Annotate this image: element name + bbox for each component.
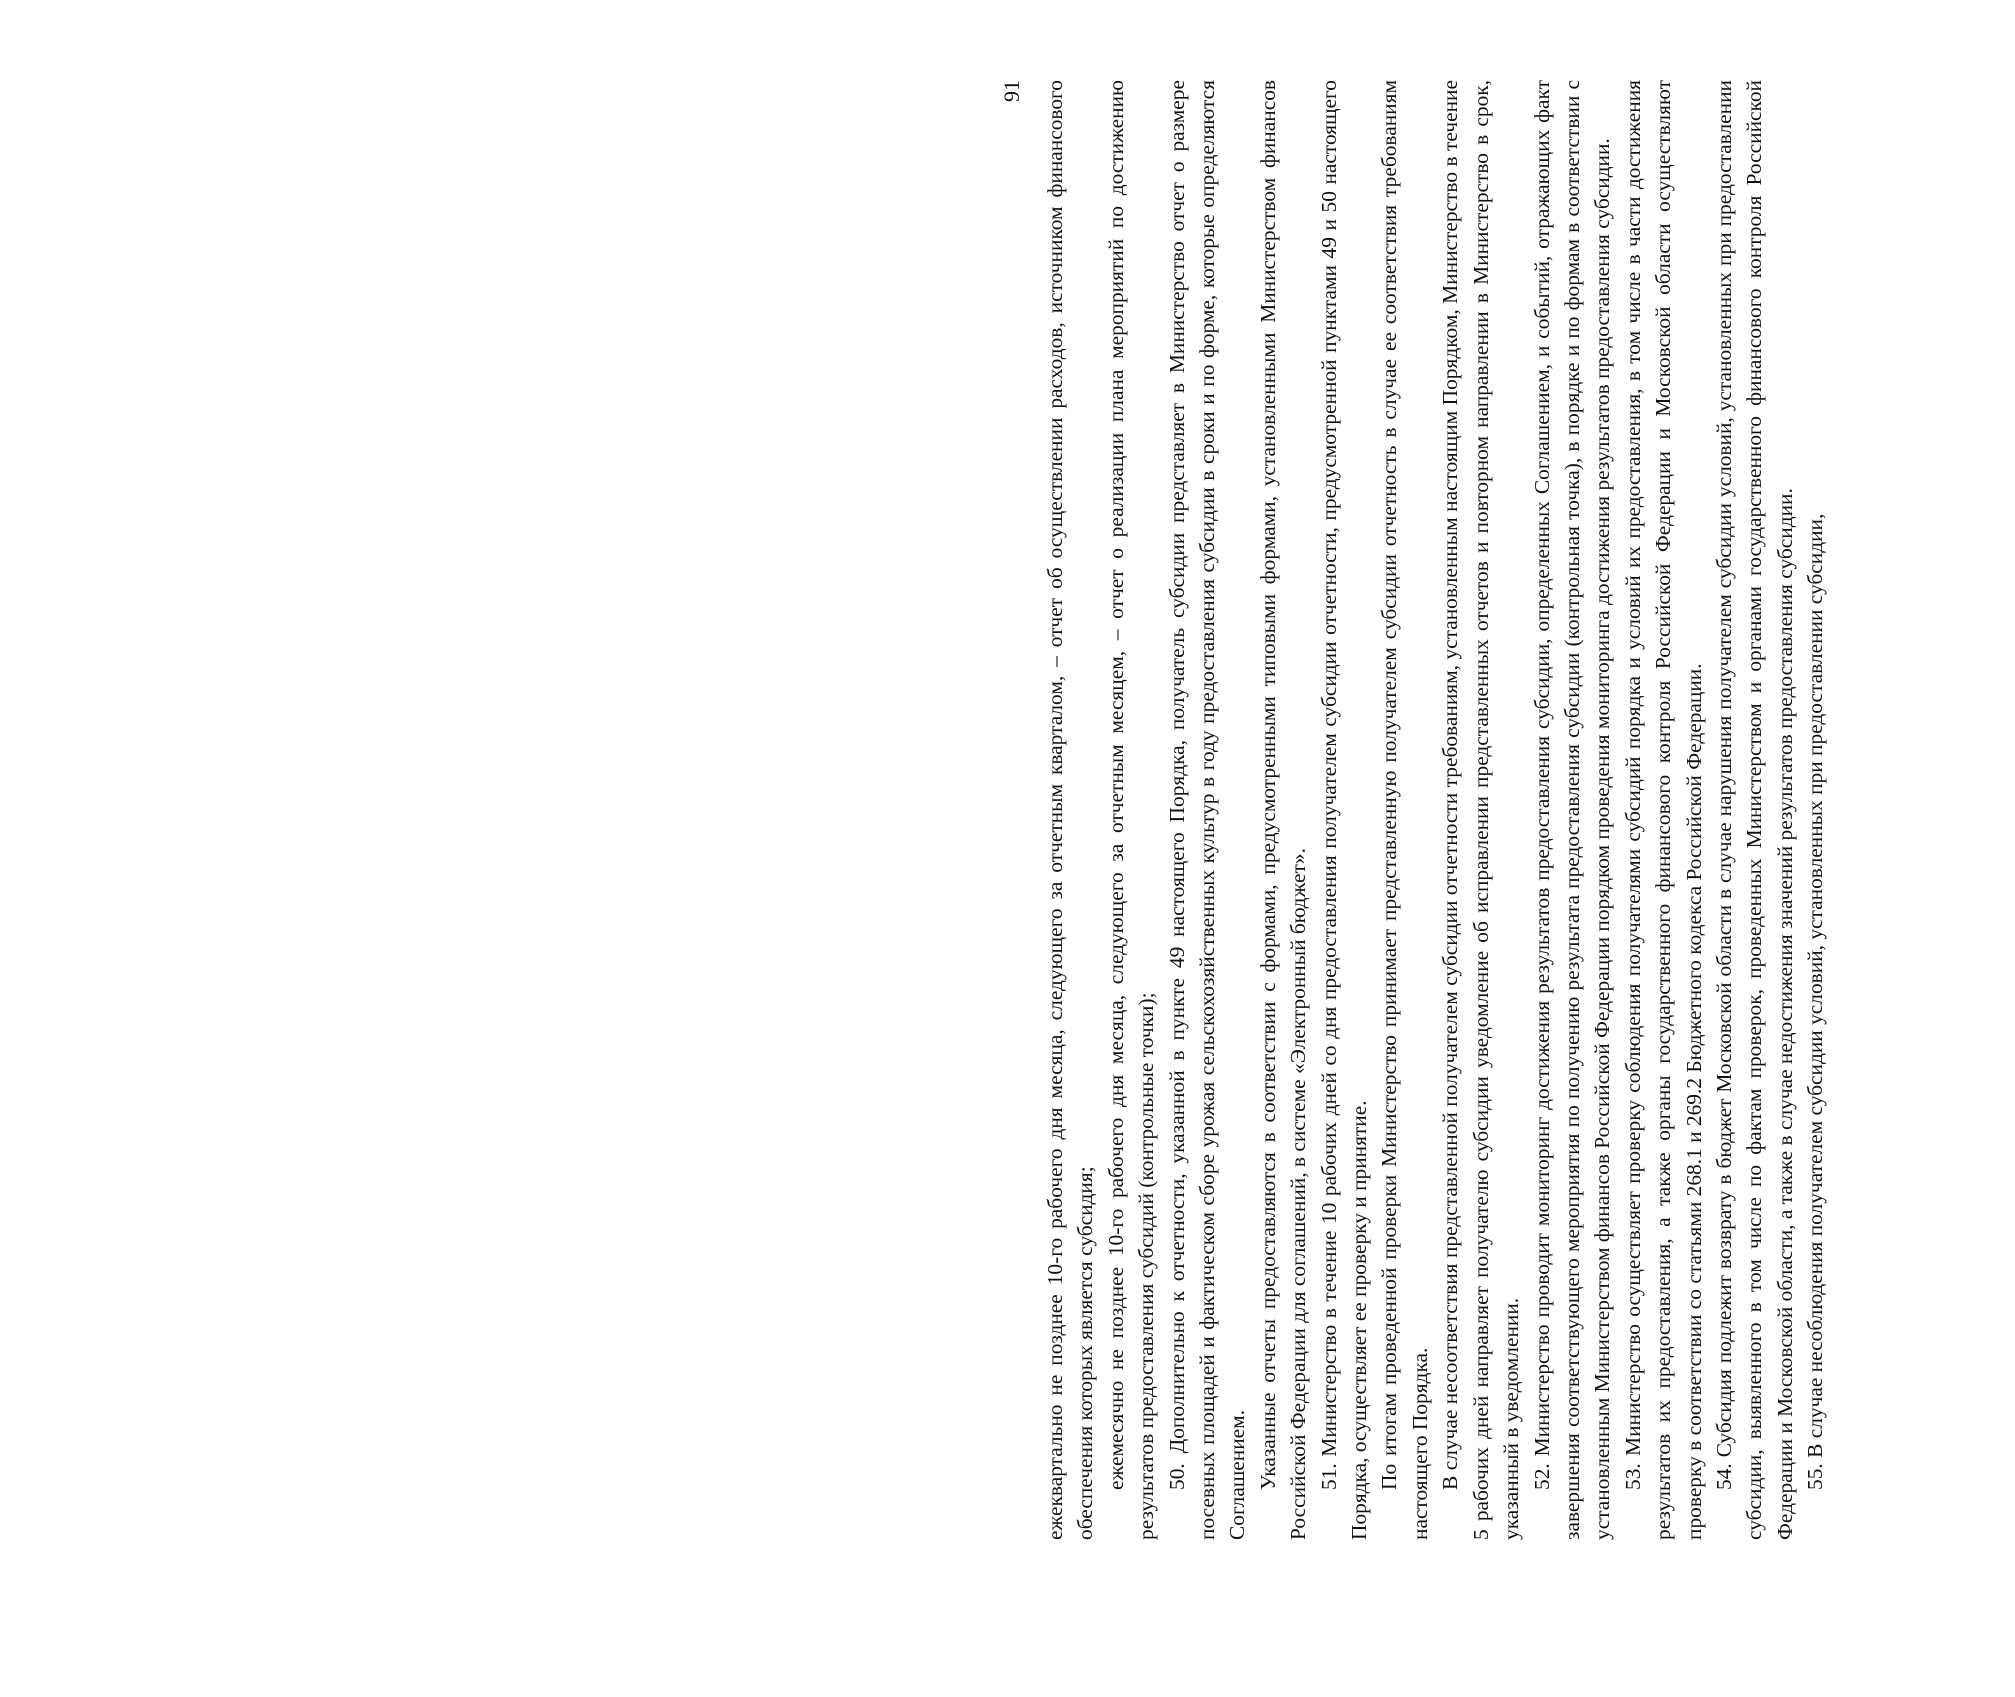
paragraph-p8: 52. Министерство проводит мониторинг достижения результатов предоставления субсидии, определенных Соглашением, и событий, отражающих факт завершения соответствующего мероприятия по получению результата предоставления субсидии (контрольная точка), в порядке и по формам в соответствии с установленным Министерством финансов Российской Федерации порядком проведения мониторинга достижения результатов предоставления субсидии. (1529, 80, 1615, 1540)
paragraph-p9: 53. Министерство осуществляет проверку соблюдения получателями субсидий порядка и условий их предоставления, в том числе в части достижения результатов их предоставления, а также органы государственного финансового контроля Российской Федерации и Московской области осуществляют проверку в соответствии со статьями 268.1 и 269.2 Бюджетного кодекса Российской Федерации. (1620, 80, 1706, 1540)
paragraph-p11: 55. В случае несоблюдения получателем субсидии условий, установленных при предоставлении субсидии, (1803, 513, 1828, 1490)
paragraph-p1: ежеквартально не позднее 10-го рабочего дня месяца, следующего за отчетным кварталом, – отчет об осуществлении расходов, источником финансового обеспечения которых является субсидия; (1043, 80, 1098, 1540)
paragraph-p5: 51. Министерство в течение 10 рабочих дней со дня предоставления получателем субсидии отчетности, предусмотренной пунктами 49 и 50 настоящего Порядка, осуществляет ее проверку и принятие. (1316, 80, 1372, 1540)
paragraph-p6: По итогам проведенной проверки Министерство принимает представленную получателем субсидии отчетность в случае ее соответствия требованиям настоящего Порядка. (1377, 80, 1432, 1540)
page-number: 91 (999, 80, 1024, 102)
paragraph-p3: 50. Дополнительно к отчетности, указанной в пункте 49 настоящего Порядка, получатель субсидии представляет в Министерство отчет о размере посевных площадей и фактическом сборе урожая сельскохозяйственных культур в году предоставления субсидии в сроки и по форме, которые определяются Соглашением. (1164, 80, 1250, 1540)
document-body (1040, 80, 1831, 1540)
paragraph-p7: В случае несоответствия представленной получателем субсидии отчетности требованиям, установленным настоящим Порядком, Министерство в течение 5 рабочих дней направляет получателю субсидии уведомление об исправлении представленных отчетов и повторном направлении в Министерство в срок, указанный в уведомлении. (1438, 80, 1524, 1540)
paragraph-p10: 54. Субсидия подлежит возврату в бюджет Московской области в случае нарушения получателем субсидии условий, установленных при предоставлении субсидии, выявленного в том числе по фактам проверок, проведенных Министерством и органами государственного финансового контроля Российской Федерации и Московской области, а также в случае недостижения значений результатов предоставления субсидии. (1711, 80, 1797, 1540)
paragraph-p2: ежемесячно не позднее 10-го рабочего дня месяца, следующего за отчетным месяцем, – отчет о реализации плана мероприятий по достижению результатов предоставления субсидий (контрольные точки); (1103, 80, 1159, 1540)
page-number-row (1000, 80, 1040, 1540)
rotated-text-frame (1000, 80, 2015, 1540)
paragraph-p4: Указанные отчеты предоставляются в соответствии с формами, предусмотренными типовыми формами, установленными Министерством финансов Российской Федерации для соглашений, в системе «Электронный бюджет». (1255, 80, 1311, 1540)
